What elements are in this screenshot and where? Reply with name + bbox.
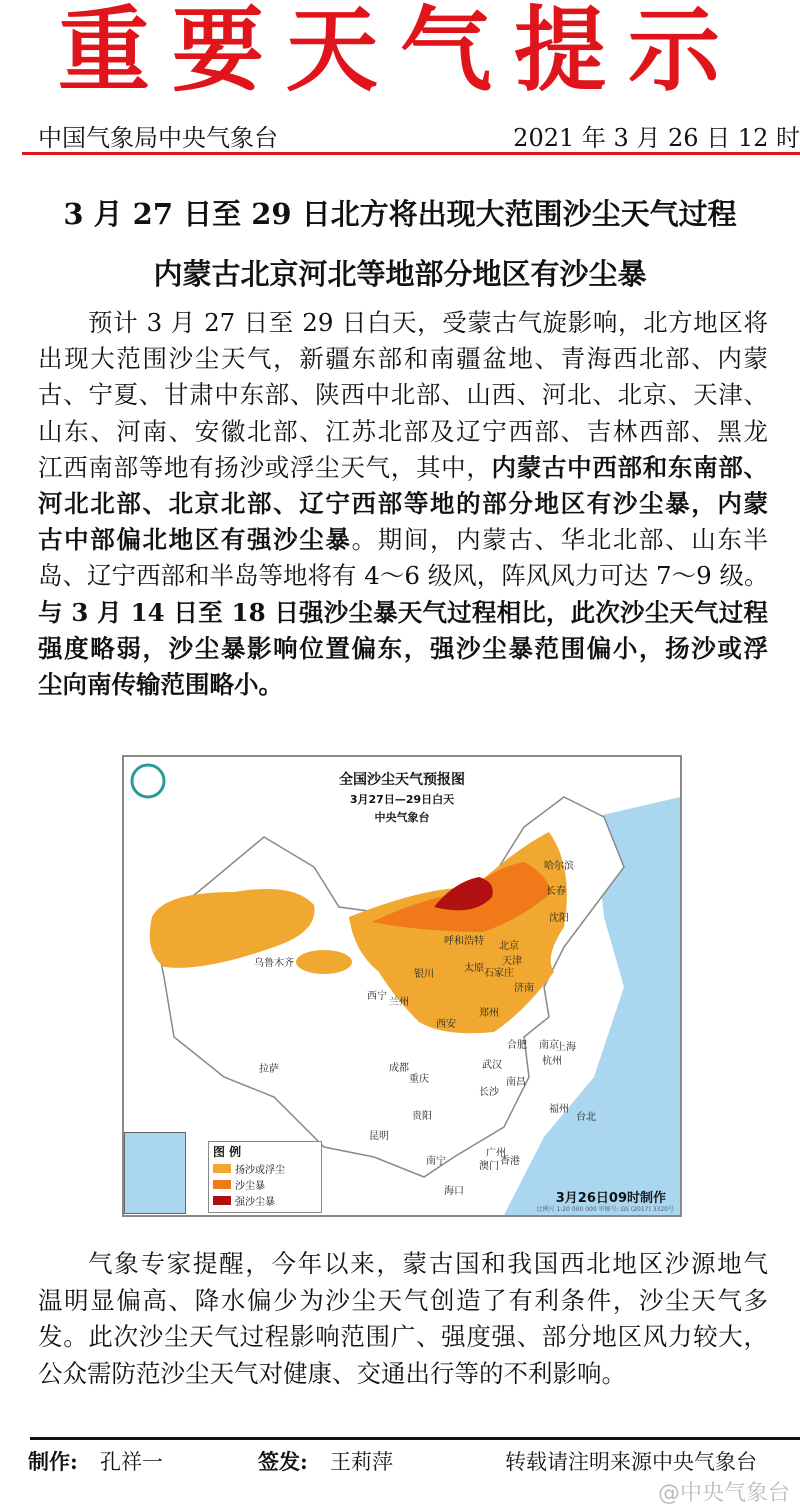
city-label: 呼和浩特 (444, 936, 484, 947)
footer-divider (30, 1437, 800, 1440)
city-label: 澳门 (479, 1161, 499, 1172)
paragraph-line: 温明显偏高、降水偏少为沙尘天气创造了有利条件，沙尘天气多 (38, 1285, 768, 1315)
city-label: 台北 (576, 1112, 596, 1123)
city-label: 合肥 (507, 1040, 527, 1051)
city-label: 济南 (514, 983, 534, 994)
emphasized-text: 强度略弱，沙尘暴影响位置偏东，强沙尘暴范围偏小，扬沙或浮 (38, 633, 768, 663)
map-made-time: 3月26日09时制作 (555, 1191, 666, 1206)
city-label: 南宁 (426, 1156, 446, 1167)
document-title: 重要天气提示 (57, 0, 742, 104)
legend-swatch (213, 1180, 231, 1189)
subheadline: 内蒙古北京河北等地部分地区有沙尘暴 (153, 257, 647, 291)
city-label: 昆明 (369, 1131, 389, 1142)
signer-name: 王莉萍 (330, 1450, 393, 1474)
signer-label: 签发: (258, 1449, 308, 1474)
city-label: 上海 (556, 1042, 576, 1053)
text-segment: 江西南部等地有扬沙或浮尘天气，其中， (38, 452, 492, 482)
city-label: 拉萨 (259, 1064, 279, 1075)
emphasized-text: 与 3 月 14 日至 18 日强沙尘暴天气过程相比，此次沙尘天气过程 (38, 597, 768, 627)
issue-date: 2021 年 3 月 26 日 12 时 (513, 124, 800, 152)
maker-label: 制作: (28, 1449, 78, 1474)
emphasized-text: 古中部偏北地区有强沙尘暴 (38, 525, 352, 555)
city-label: 南京 (539, 1040, 559, 1051)
emphasized-text: 内蒙古中西部和东南部、 (491, 452, 769, 482)
city-label: 哈尔滨 (544, 861, 574, 872)
paragraph-line: 公众需防范沙尘天气对健康、交通出行等的不利影响。 (38, 1358, 626, 1388)
map-title: 全国沙尘天气预报图 (339, 772, 465, 788)
paragraph-line (38, 522, 768, 558)
text-segment: 古、宁夏、甘肃中东部、陕西中北部、山西、河北、北京、天津、 (38, 380, 768, 410)
legend-label: 强沙尘暴 (235, 1197, 275, 1208)
paragraph-line: 发。此次沙尘天气过程影响范围广、强度强、部分地区风力较大， (38, 1322, 768, 1351)
city-label: 香港 (500, 1156, 520, 1167)
city-label: 长沙 (479, 1087, 499, 1098)
city-label: 重庆 (409, 1074, 429, 1085)
city-label: 西宁 (367, 991, 387, 1002)
paragraph-line (38, 341, 768, 377)
city-label: 乌鲁木齐 (254, 958, 294, 969)
paragraph-line (38, 377, 768, 413)
paragraph-line (38, 486, 768, 522)
paragraph-line (38, 414, 768, 450)
text-segment: 预计 3 月 27 日至 29 日白天，受蒙古气旋影响，北方地区将 (88, 308, 768, 337)
paragraph-line (88, 305, 768, 341)
legend-item (213, 1161, 285, 1176)
paragraph-line (38, 450, 768, 486)
city-label: 石家庄 (484, 968, 514, 979)
city-label: 海口 (444, 1186, 464, 1197)
city-label: 西安 (436, 1019, 456, 1030)
headline: 3 月 27 日至 29 日北方将出现大范围沙尘天气过程 (63, 197, 737, 231)
paragraph-line: 气象专家提醒，今年以来，蒙古国和我国西北地区沙源地气 (88, 1249, 768, 1278)
emphasized-text: 尘向南传输范围略小。 (38, 670, 283, 699)
map-issuer: 中央气象台 (374, 811, 430, 824)
city-label: 银川 (414, 969, 434, 980)
text-segment: 。期间，内蒙古、华北北部、山东半 (351, 525, 769, 555)
legend-title: 图 例 (213, 1145, 242, 1159)
qinghai-dust-area (296, 950, 352, 974)
paragraph-line (38, 667, 768, 703)
city-label: 武汉 (482, 1060, 502, 1071)
city-label: 广州 (486, 1148, 506, 1159)
legend-swatch (213, 1164, 231, 1173)
text-segment: 出现大范围沙尘天气，新疆东部和南疆盆地、青海西北部、内蒙 (38, 344, 768, 374)
header-divider (22, 152, 800, 155)
legend-item (213, 1193, 275, 1208)
maker-name: 孔祥一 (100, 1450, 163, 1474)
city-label: 兰州 (389, 997, 409, 1008)
city-label: 沈阳 (549, 913, 569, 924)
city-label: 长春 (546, 886, 566, 897)
reprint-note: 转载请注明来源中央气象台 (505, 1450, 757, 1474)
legend-label: 沙尘暴 (235, 1181, 265, 1192)
text-segment: 岛、辽宁西部和半岛等地将有 4～6 级风，阵风风力可达 7～9 级。 (38, 561, 769, 591)
text-segment: 山东、河南、安徽北部、江苏北部及辽宁西部、吉林西部、黑龙 (38, 416, 768, 446)
paragraph-line (38, 558, 768, 594)
city-label: 北京 (499, 941, 519, 952)
legend-item (213, 1177, 265, 1192)
paragraph-line (38, 631, 768, 667)
paragraph-line (38, 595, 768, 631)
emphasized-text: 河北北部、北京北部、辽宁西部等地的部分地区有沙尘暴，内蒙 (38, 489, 768, 518)
city-label: 成都 (389, 1063, 409, 1074)
legend-label: 扬沙或浮尘 (235, 1165, 285, 1176)
city-label: 杭州 (542, 1056, 562, 1067)
city-label: 贵阳 (412, 1111, 432, 1122)
city-label: 天津 (502, 956, 522, 967)
city-label: 太原 (464, 963, 484, 974)
city-label: 郑州 (479, 1008, 499, 1019)
dust-forecast-map (122, 755, 682, 1217)
map-legend (208, 1141, 322, 1213)
map-period: 3月27日—29日白天 (349, 793, 455, 806)
issuing-organization: 中国气象局中央气象台 (38, 124, 278, 152)
city-label: 南昌 (506, 1077, 526, 1088)
south-china-sea-inset (124, 1132, 186, 1214)
legend-swatch (213, 1196, 231, 1205)
map-scale: 比例尺 1:20 000 000 审图号: GS (2017) 3320号 (536, 1206, 674, 1213)
weibo-watermark: @中央气象台 (657, 1481, 790, 1506)
city-label: 福州 (549, 1104, 569, 1115)
